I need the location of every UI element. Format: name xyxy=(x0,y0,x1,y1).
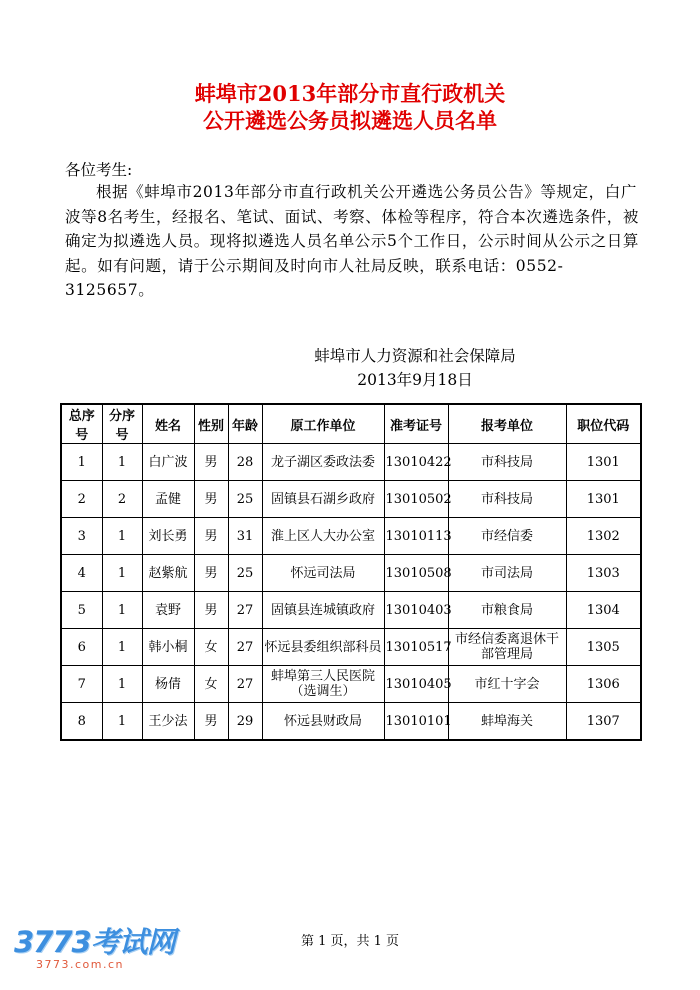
cell-position-code: 1306 xyxy=(566,666,641,703)
cell-gender: 男 xyxy=(194,703,228,741)
table-row xyxy=(61,592,641,629)
cell-age: 25 xyxy=(228,555,262,592)
cell-name: 刘长勇 xyxy=(142,518,194,555)
cell-former-unit: 蚌埠第三人民医院（选调生） xyxy=(262,666,384,703)
cell-gender: 男 xyxy=(194,481,228,518)
cell-position-code: 1304 xyxy=(566,592,641,629)
col-header-applied-unit: 报考单位 xyxy=(448,404,566,444)
col-header-former-unit: 原工作单位 xyxy=(262,404,384,444)
cell-age: 29 xyxy=(228,703,262,741)
cell-applied-unit: 蚌埠海关 xyxy=(448,703,566,741)
candidate-table xyxy=(60,403,642,741)
cell-position-code: 1303 xyxy=(566,555,641,592)
cell-name: 韩小桐 xyxy=(142,629,194,666)
cell-age: 27 xyxy=(228,629,262,666)
cell-gender: 女 xyxy=(194,666,228,703)
cell-gender: 男 xyxy=(194,518,228,555)
cell-age: 28 xyxy=(228,444,262,481)
cell-total-seq: 5 xyxy=(61,592,102,629)
table-header-row xyxy=(61,404,641,444)
title-line-2: 公开遴选公务员拟遴选人员名单 xyxy=(203,108,497,133)
cell-total-seq: 7 xyxy=(61,666,102,703)
cell-gender: 男 xyxy=(194,592,228,629)
cell-exam-id: 13010502 xyxy=(384,481,448,518)
cell-exam-id: 13010422 xyxy=(384,444,448,481)
announcement-paragraph: 根据《蚌埠市2013年部分市直行政机关公开遴选公务员公告》等规定，白广波等8名考生，经报名、笔试、面试、考察、体检等程序，符合本次遴选条件，被确定为拟遴选人员。现将拟遴选人员名单公示5个工作日，公示时间从公示之日算起。如有问题，请于公示期间及时向市人社局反映，联系电话：0552-3125657。 xyxy=(65,183,639,299)
cell-former-unit: 固镇县连城镇政府 xyxy=(262,592,384,629)
cell-total-seq: 4 xyxy=(61,555,102,592)
cell-former-unit: 怀远县财政局 xyxy=(262,703,384,741)
cell-age: 25 xyxy=(228,481,262,518)
col-header-exam-id: 准考证号 xyxy=(384,404,448,444)
cell-total-seq: 1 xyxy=(61,444,102,481)
table-row xyxy=(61,444,641,481)
cell-age: 27 xyxy=(228,592,262,629)
cell-sub-seq: 1 xyxy=(102,518,142,555)
site-watermark xyxy=(14,926,175,972)
cell-name: 王少法 xyxy=(142,703,194,741)
salutation: 各位考生: xyxy=(65,161,133,179)
table-row xyxy=(61,518,641,555)
cell-age: 31 xyxy=(228,518,262,555)
page-footer: 第 1 页，共 1 页 xyxy=(300,934,400,949)
cell-exam-id: 13010403 xyxy=(384,592,448,629)
cell-position-code: 1305 xyxy=(566,629,641,666)
cell-exam-id: 13010508 xyxy=(384,555,448,592)
cell-total-seq: 3 xyxy=(61,518,102,555)
cell-former-unit: 怀远司法局 xyxy=(262,555,384,592)
cell-former-unit: 淮上区人大办公室 xyxy=(262,518,384,555)
col-header-position-code: 职位代码 xyxy=(566,404,641,444)
cell-position-code: 1301 xyxy=(566,481,641,518)
col-header-total-seq: 总序号 xyxy=(61,404,102,444)
cell-name: 白广波 xyxy=(142,444,194,481)
cell-total-seq: 8 xyxy=(61,703,102,741)
cell-exam-id: 13010517 xyxy=(384,629,448,666)
cell-exam-id: 13010405 xyxy=(384,666,448,703)
cell-sub-seq: 1 xyxy=(102,666,142,703)
cell-position-code: 1302 xyxy=(566,518,641,555)
cell-sub-seq: 2 xyxy=(102,481,142,518)
cell-name: 袁野 xyxy=(142,592,194,629)
col-header-name: 姓名 xyxy=(142,404,194,444)
cell-former-unit: 怀远县委组织部科员 xyxy=(262,629,384,666)
cell-position-code: 1301 xyxy=(566,444,641,481)
table-row xyxy=(61,629,641,666)
cell-exam-id: 13010113 xyxy=(384,518,448,555)
cell-total-seq: 2 xyxy=(61,481,102,518)
cell-applied-unit: 市红十字会 xyxy=(448,666,566,703)
watermark-url: 3773.com.cn xyxy=(36,958,124,971)
cell-sub-seq: 1 xyxy=(102,592,142,629)
cell-applied-unit: 市经信委离退休干部管理局 xyxy=(448,629,566,666)
cell-applied-unit: 市科技局 xyxy=(448,444,566,481)
signature-organization: 蚌埠市人力资源和社会保障局 xyxy=(314,347,516,365)
cell-gender: 女 xyxy=(194,629,228,666)
cell-former-unit: 龙子湖区委政法委 xyxy=(262,444,384,481)
cell-applied-unit: 市科技局 xyxy=(448,481,566,518)
signature-date: 2013年9月18日 xyxy=(357,371,473,389)
cell-age: 27 xyxy=(228,666,262,703)
col-header-gender: 性别 xyxy=(194,404,228,444)
cell-sub-seq: 1 xyxy=(102,629,142,666)
cell-sub-seq: 1 xyxy=(102,555,142,592)
table-row xyxy=(61,703,641,741)
cell-sub-seq: 1 xyxy=(102,703,142,741)
table-row xyxy=(61,666,641,703)
table-row xyxy=(61,555,641,592)
table-row xyxy=(61,481,641,518)
cell-position-code: 1307 xyxy=(566,703,641,741)
cell-sub-seq: 1 xyxy=(102,444,142,481)
cell-name: 杨倩 xyxy=(142,666,194,703)
cell-applied-unit: 市司法局 xyxy=(448,555,566,592)
cell-name: 孟健 xyxy=(142,481,194,518)
cell-exam-id: 13010101 xyxy=(384,703,448,741)
cell-name: 赵紫航 xyxy=(142,555,194,592)
cell-gender: 男 xyxy=(194,555,228,592)
col-header-age: 年龄 xyxy=(228,404,262,444)
col-header-sub-seq: 分序号 xyxy=(102,404,142,444)
title-line-1: 蚌埠市2013年部分市直行政机关 xyxy=(194,81,506,106)
cell-total-seq: 6 xyxy=(61,629,102,666)
cell-applied-unit: 市粮食局 xyxy=(448,592,566,629)
cell-former-unit: 固镇县石湖乡政府 xyxy=(262,481,384,518)
cell-gender: 男 xyxy=(194,444,228,481)
watermark-logo: 3773考试网 xyxy=(14,925,175,959)
cell-applied-unit: 市经信委 xyxy=(448,518,566,555)
